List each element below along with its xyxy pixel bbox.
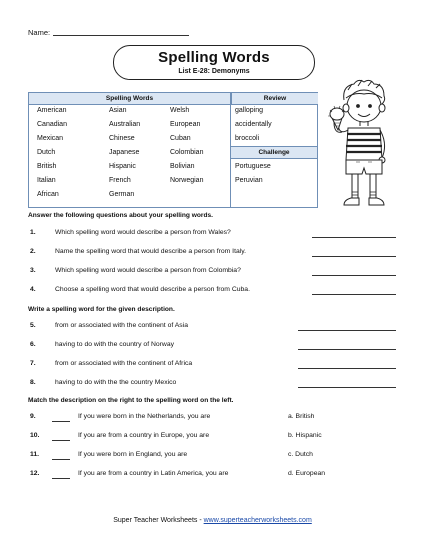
spelling-word: French	[109, 177, 131, 184]
section-heading-descriptions: Write a spelling word for the given description.	[28, 306, 175, 313]
spelling-word: Canadian	[37, 121, 67, 128]
footer-text: Super Teacher Worksheets -	[113, 517, 204, 524]
spelling-word: Mexican	[37, 135, 64, 142]
question-row	[28, 322, 398, 332]
spelling-word: African	[37, 191, 59, 198]
boy-with-ice-cream-illustration	[324, 78, 404, 218]
title-box	[113, 45, 315, 80]
matching-description: If you were born in England, you are	[78, 451, 188, 458]
page-subtitle: List E-28: Demonyms	[178, 68, 250, 75]
matching-option: c. Dutch	[288, 451, 313, 458]
question-number: 1.	[30, 229, 36, 236]
question-number: 7.	[30, 360, 36, 367]
matching-row	[28, 451, 398, 461]
name-field[interactable]	[28, 28, 189, 37]
matching-description: If you are from a country in Europe, you are	[78, 432, 210, 439]
match-blank[interactable]	[52, 459, 70, 460]
matching-row	[28, 432, 398, 442]
matching-description: If you were born in the Netherlands, you are	[78, 413, 211, 420]
section-heading-matching: Match the description on the right to the spelling word on the left.	[28, 397, 234, 404]
match-blank[interactable]	[52, 440, 70, 441]
question-row	[28, 341, 398, 351]
question-row	[28, 267, 398, 277]
match-blank[interactable]	[52, 478, 70, 479]
footer	[0, 517, 425, 524]
name-blank[interactable]	[53, 35, 189, 36]
answer-blank[interactable]	[312, 256, 396, 257]
footer-link[interactable]: www.superteacherworksheets.com	[203, 517, 312, 524]
spelling-word: Norwegian	[170, 177, 204, 184]
question-number: 9.	[30, 413, 36, 420]
spelling-word: Japanese	[109, 149, 140, 156]
question-number: 12.	[30, 470, 40, 477]
matching-description: If you are from a country in Latin America, you are	[78, 470, 229, 477]
section-heading-questions: Answer the following questions about your spelling words.	[28, 212, 214, 219]
spelling-word: Welsh	[170, 107, 190, 114]
review-word: galloping	[235, 107, 264, 114]
question-text: from or associated with the continent of Africa	[55, 360, 193, 367]
spelling-word: British	[37, 163, 57, 170]
question-number: 6.	[30, 341, 36, 348]
answer-blank[interactable]	[312, 275, 396, 276]
question-text: Choose a spelling word that would describe a person from Cuba.	[55, 286, 250, 293]
spelling-word: Bolivian	[170, 163, 195, 170]
question-text: having to do with the the country Mexico	[55, 379, 177, 386]
spelling-word: Italian	[37, 177, 56, 184]
answer-blank[interactable]	[312, 294, 396, 295]
spelling-word: German	[109, 191, 135, 198]
spelling-words-header: Spelling Words	[29, 93, 230, 105]
answer-blank[interactable]	[298, 368, 396, 369]
review-word: accidentally	[235, 121, 272, 128]
question-text: Name the spelling word that would describe a person from Italy.	[55, 248, 247, 255]
challenge-header: Challenge	[231, 146, 317, 159]
spelling-word: Dutch	[37, 149, 56, 156]
page-title: Spelling Words	[158, 49, 270, 66]
answer-blank[interactable]	[298, 387, 396, 388]
word-table	[28, 92, 318, 208]
matching-row	[28, 413, 398, 423]
matching-row	[28, 470, 398, 480]
spelling-word: Hispanic	[109, 163, 136, 170]
question-row	[28, 379, 398, 389]
spelling-word: Chinese	[109, 135, 135, 142]
question-number: 5.	[30, 322, 36, 329]
question-text: having to do with the country of Norway	[55, 341, 175, 348]
spelling-word: American	[37, 107, 67, 114]
question-number: 8.	[30, 379, 36, 386]
answer-blank[interactable]	[298, 349, 396, 350]
question-row	[28, 229, 398, 239]
question-number: 10.	[30, 432, 40, 439]
question-text: Which spelling word would describe a person from Wales?	[55, 229, 231, 236]
question-text: from or associated with the continent of Asia	[55, 322, 188, 329]
matching-option: a. British	[288, 413, 315, 420]
spelling-word: Australian	[109, 121, 141, 128]
matching-option: d. European	[288, 470, 326, 477]
challenge-word: Peruvian	[235, 177, 263, 184]
review-header: Review	[231, 93, 318, 105]
question-row	[28, 286, 398, 296]
spelling-word: Asian	[109, 107, 127, 114]
name-label: Name:	[28, 28, 51, 37]
question-number: 3.	[30, 267, 36, 274]
question-row	[28, 360, 398, 370]
match-blank[interactable]	[52, 421, 70, 422]
question-number: 4.	[30, 286, 36, 293]
spelling-word: Colombian	[170, 149, 204, 156]
answer-blank[interactable]	[298, 330, 396, 331]
answer-blank[interactable]	[312, 237, 396, 238]
question-row	[28, 248, 398, 258]
question-number: 2.	[30, 248, 36, 255]
review-word: broccoli	[235, 135, 260, 142]
matching-option: b. Hispanic	[288, 432, 322, 439]
question-text: Which spelling word would describe a person from Colombia?	[55, 267, 241, 274]
spelling-word: Cuban	[170, 135, 191, 142]
spelling-word: European	[170, 121, 201, 128]
challenge-word: Portuguese	[235, 163, 271, 170]
question-number: 11.	[30, 451, 40, 458]
